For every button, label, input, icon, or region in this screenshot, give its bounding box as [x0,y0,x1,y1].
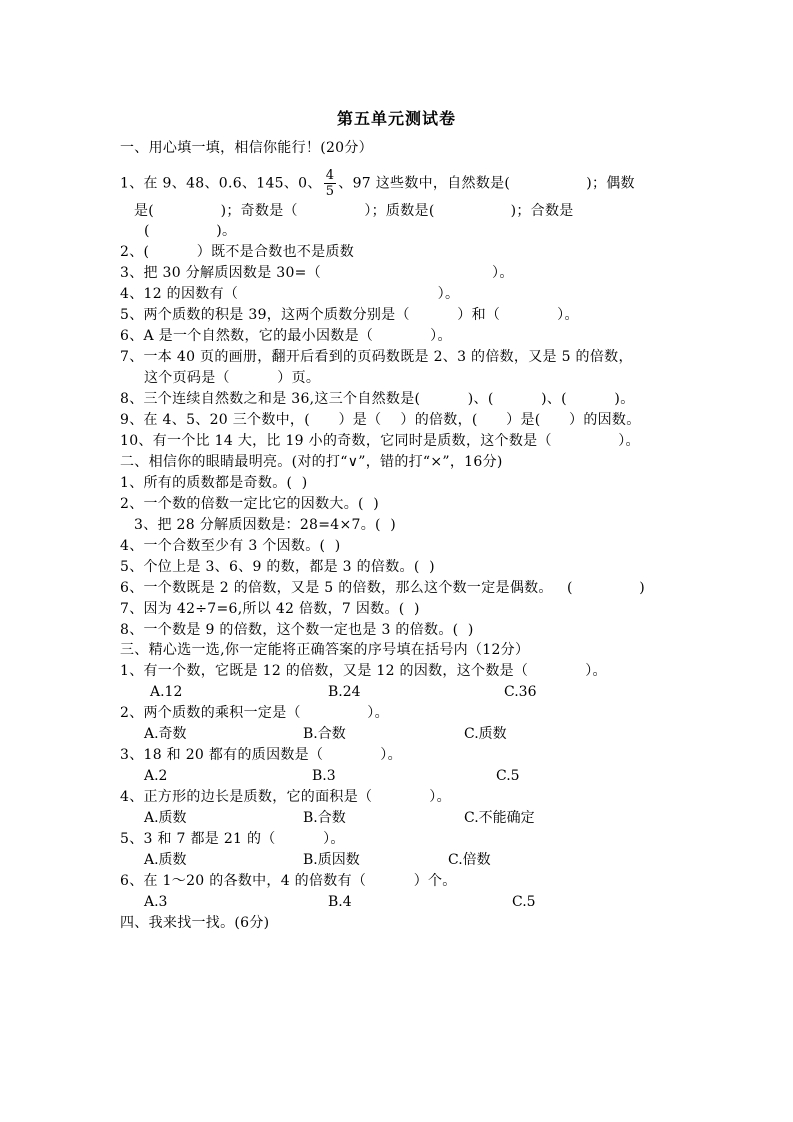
choice-1-option-b: B.24 [328,684,361,700]
choice-question-5: 5、3 和 7 都是 21 的（ ）。 [120,831,345,847]
section2-heading: 二、相信你的眼睛最明亮。(对的打“∨”，错的打“×”，16分) [120,454,503,470]
q1-text-b: 、97 这些数中，自然数是( )；偶数 [338,175,635,192]
fraction [324,168,337,199]
choice-2-option-c: C.质数 [464,726,507,742]
question-1-line2: 是( )；奇数是（ ）；质数是( )；合数是 [134,203,574,219]
choice-5-option-a: A.质数 [144,852,187,868]
choice-1-option-c: C.36 [504,684,537,700]
choice-2-option-b: B.合数 [303,726,346,742]
judge-item-7: 7、因为 42÷7=6,所以 42 倍数，7 因数。( ) [120,601,420,617]
question-6: 6、A 是一个自然数，它的最小因数是（ ）。 [120,328,452,344]
choice-5-option-b: B.质因数 [303,852,360,868]
question-10: 10、有一个比 14 大，比 19 小的奇数，它同时是质数，这个数是（ ）。 [120,433,640,449]
choice-3-option-a: A.2 [144,768,168,784]
question-1-line1 [120,168,635,199]
choice-2-option-a: A.奇数 [144,726,187,742]
judge-item-5: 5、个位上是 3、6、9 的数，都是 3 的倍数。( ) [120,559,435,575]
question-9: 9、在 4、5、20 三个数中，( ）是（ ）的倍数，( ）是( ）的因数。 [120,412,641,428]
question-4: 4、12 的因数有（ ）。 [120,286,460,302]
choice-question-1: 1、有一个数，它既是 12 的倍数，又是 12 的因数，这个数是（ ）。 [120,663,607,679]
question-7-line2: 这个页码是（ ）页。 [144,370,321,386]
choice-3-option-c: C.5 [496,768,520,784]
choice-6-option-c: C.5 [512,894,536,910]
fraction-denominator: 5 [325,184,335,199]
judge-item-4: 4、一个合数至少有 3 个因数。( ) [120,538,341,554]
choice-question-6: 6、在 1～20 的各数中，4 的倍数有（ ）个。 [120,873,457,889]
section4-heading: 四、我来找一找。(6分) [120,915,270,931]
section1-heading: 一、用心填一填，相信你能行！(20分） [120,140,373,156]
fraction-numerator: 4 [325,168,335,183]
choice-question-2: 2、两个质数的乘积一定是（ ）。 [120,705,389,721]
q1-text-a: 1、在 9、48、0.6、145、0、 [120,175,322,192]
choice-6-option-b: B.4 [328,894,352,910]
judge-item-1: 1、所有的质数都是奇数。( ) [120,475,308,491]
judge-item-8: 8、一个数是 9 的倍数，这个数一定也是 3 的倍数。( ) [120,622,474,638]
section3-heading: 三、精心选一选,你一定能将正确答案的序号填在括号内（12分） [120,642,530,658]
choice-4-option-a: A.质数 [144,810,187,826]
judge-item-6: 6、一个数既是 2 的倍数，又是 5 的倍数，那么这个数一定是偶数。 ( ) [120,580,645,596]
choice-question-4: 4、正方形的边长是质数，它的面积是（ ）。 [120,789,451,805]
judge-item-2: 2、一个数的倍数一定比它的因数大。( ) [120,496,380,512]
question-8: 8、三个连续自然数之和是 36,这三个自然数是( )、( )、( )。 [120,391,635,407]
question-7-line1: 7、一本 40 页的画册，翻开后看到的页码数既是 2、3 的倍数，又是 5 的倍数， [120,349,633,365]
choice-4-option-b: B.合数 [303,810,346,826]
choice-3-option-b: B.3 [312,768,336,784]
choice-4-option-c: C.不能确定 [464,810,535,826]
question-3: 3、把 30 分解质因数是 30=（ ）。 [120,265,514,281]
question-1-line3: ( )。 [144,223,237,239]
question-2: 2、( ）既不是合数也不是质数 [120,244,355,260]
page-title: 第五单元测试卷 [336,109,456,128]
choice-6-option-a: A.3 [144,894,168,910]
question-5: 5、两个质数的积是 39，这两个质数分别是（ ）和（ ）。 [120,307,579,323]
choice-question-3: 3、18 和 20 都有的质因数是（ ）。 [120,747,402,763]
judge-item-3: 3、把 28 分解质因数是：28=4×7。( ) [134,517,397,533]
choice-5-option-c: C.倍数 [448,852,491,868]
choice-1-option-a: A.12 [150,684,183,700]
